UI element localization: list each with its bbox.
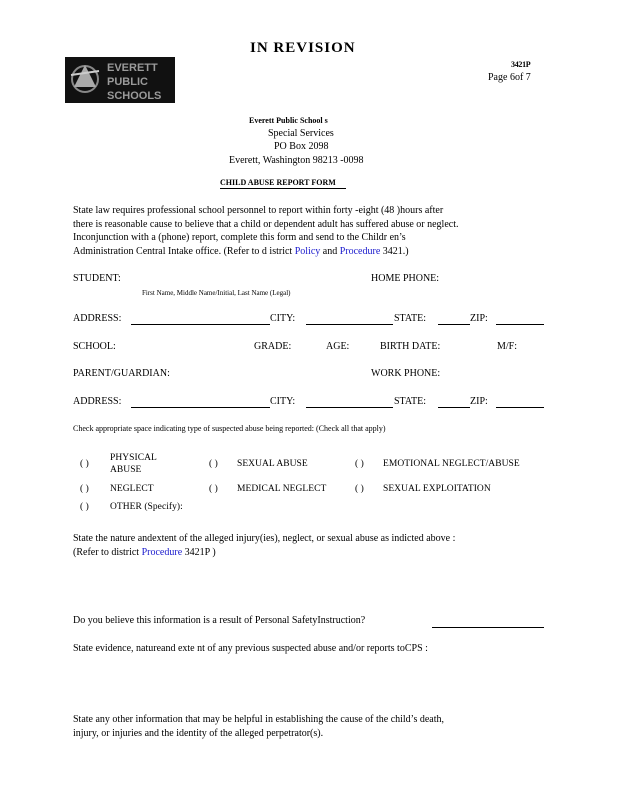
parent-address-field[interactable] <box>131 407 270 408</box>
work-phone-label: WORK PHONE: <box>371 368 441 379</box>
name-hint: First Name, Middle Name/Initial, Last Name (Legal) <box>142 289 291 297</box>
intro-line-4: Administration Central Intake office. (Refer to d istrict Policy and Procedure 3421.) <box>73 245 409 257</box>
parent-zip-label: ZIP: <box>470 396 488 407</box>
personal-safety-answer-field[interactable] <box>432 627 544 628</box>
emotional-abuse-label: EMOTIONAL NEGLECT/ABUSE <box>383 459 520 469</box>
neglect-checkbox[interactable]: ( ) <box>80 484 89 494</box>
nature-paragraph <box>73 532 455 559</box>
emotional-abuse-checkbox[interactable]: ( ) <box>355 459 364 469</box>
parent-state-label: STATE: <box>394 396 426 407</box>
age-label: AGE: <box>326 341 350 352</box>
state-field[interactable] <box>438 324 470 325</box>
sexual-exploitation-checkbox[interactable]: ( ) <box>355 484 364 494</box>
physical-abuse-checkbox[interactable]: ( ) <box>80 459 89 469</box>
address-field[interactable] <box>131 324 270 325</box>
logo-line-2: PUBLIC <box>107 76 148 88</box>
address-label: ADDRESS: <box>73 313 122 324</box>
parent-zip-field[interactable] <box>496 407 544 408</box>
state-label: STATE: <box>394 313 426 324</box>
city-label: CITY: <box>270 313 296 324</box>
parent-guardian-label: PARENT/GUARDIAN: <box>73 368 170 379</box>
home-phone-label: HOME PHONE: <box>371 273 440 284</box>
student-label: STUDENT: <box>73 273 121 284</box>
physical-abuse-label: PHYSICAL ABUSE <box>110 453 157 475</box>
school-label: SCHOOL: <box>73 341 116 352</box>
sexual-abuse-checkbox[interactable]: ( ) <box>209 459 218 469</box>
parent-state-field[interactable] <box>438 407 470 408</box>
policy-link[interactable]: Policy <box>294 245 321 257</box>
city-field[interactable] <box>306 324 393 325</box>
other-info-line-1: State any other information that may be helpful in establishing the cause of the child’s death, <box>73 714 445 725</box>
intro-paragraph <box>73 204 459 258</box>
previous-abuse-question: State evidence, natureand exte nt of any previous suspected abuse and/or reports toCPS : <box>73 643 428 654</box>
page-title: IN REVISION <box>250 40 356 56</box>
intro-line-1: State law requires professional school personnel to report within forty -eight (48 )hours after <box>73 205 444 216</box>
medical-neglect-checkbox[interactable]: ( ) <box>209 484 218 494</box>
nature-line-2: (Refer to district Procedure 3421P ) <box>73 546 216 558</box>
intro-line-2: there is reasonable cause to believe that a child or dependent adult has suffered abuse or neglect. <box>73 218 459 230</box>
medical-neglect-label: MEDICAL NEGLECT <box>237 484 327 494</box>
zip-field[interactable] <box>496 324 544 325</box>
logo-line-3: SCHOOLS <box>107 90 162 102</box>
sexual-exploitation-label: SEXUAL EXPLOITATION <box>383 484 491 494</box>
personal-safety-question: Do you believe this information is a result of Personal SafetyInstruction? <box>73 615 366 626</box>
form-title: CHILD ABUSE REPORT FORM <box>220 178 346 189</box>
parent-city-label: CITY: <box>270 396 296 407</box>
intro-line-3: Inconjunction with a (phone) report, complete this form and send to the Childr en’s <box>73 232 406 244</box>
everett-public-schools-logo <box>65 57 175 103</box>
parent-address-label: ADDRESS: <box>73 396 122 407</box>
zip-label: ZIP: <box>470 313 488 324</box>
other-info-line-2: injury, or injuries and the identity of the alleged perpetrator(s). <box>73 727 324 739</box>
page-number: Page 6of 7 <box>488 72 531 83</box>
grade-label: GRADE: <box>254 341 292 352</box>
city-address: Everett, Washington 98213 -0098 <box>229 155 364 166</box>
document-number: 3421P <box>511 60 531 69</box>
parent-city-field[interactable] <box>306 407 393 408</box>
sexual-abuse-label: SEXUAL ABUSE <box>237 459 308 469</box>
birth-date-label: BIRTH DATE: <box>380 341 441 352</box>
nature-line-1: State the nature andextent of the alleged injury(ies), neglect, or sexual abuse as indicted above : <box>73 533 456 544</box>
logo-line-1: EVERETT <box>107 62 158 74</box>
neglect-label: NEGLECT <box>110 484 154 494</box>
gender-label: M/F: <box>497 341 518 352</box>
nature-procedure-link[interactable]: Procedure <box>141 546 183 558</box>
department: Special Services <box>268 128 334 139</box>
other-checkbox[interactable]: ( ) <box>80 502 89 512</box>
po-box: PO Box 2098 <box>274 141 329 152</box>
check-instruction: Check appropriate space indicating type of suspected abuse being reported: (Check all that apply) <box>73 424 386 433</box>
other-info-paragraph <box>73 713 444 740</box>
other-label: OTHER (Specify): <box>110 502 183 512</box>
procedure-link[interactable]: Procedure <box>339 245 381 257</box>
org-name: Everett Public School s <box>249 116 328 125</box>
